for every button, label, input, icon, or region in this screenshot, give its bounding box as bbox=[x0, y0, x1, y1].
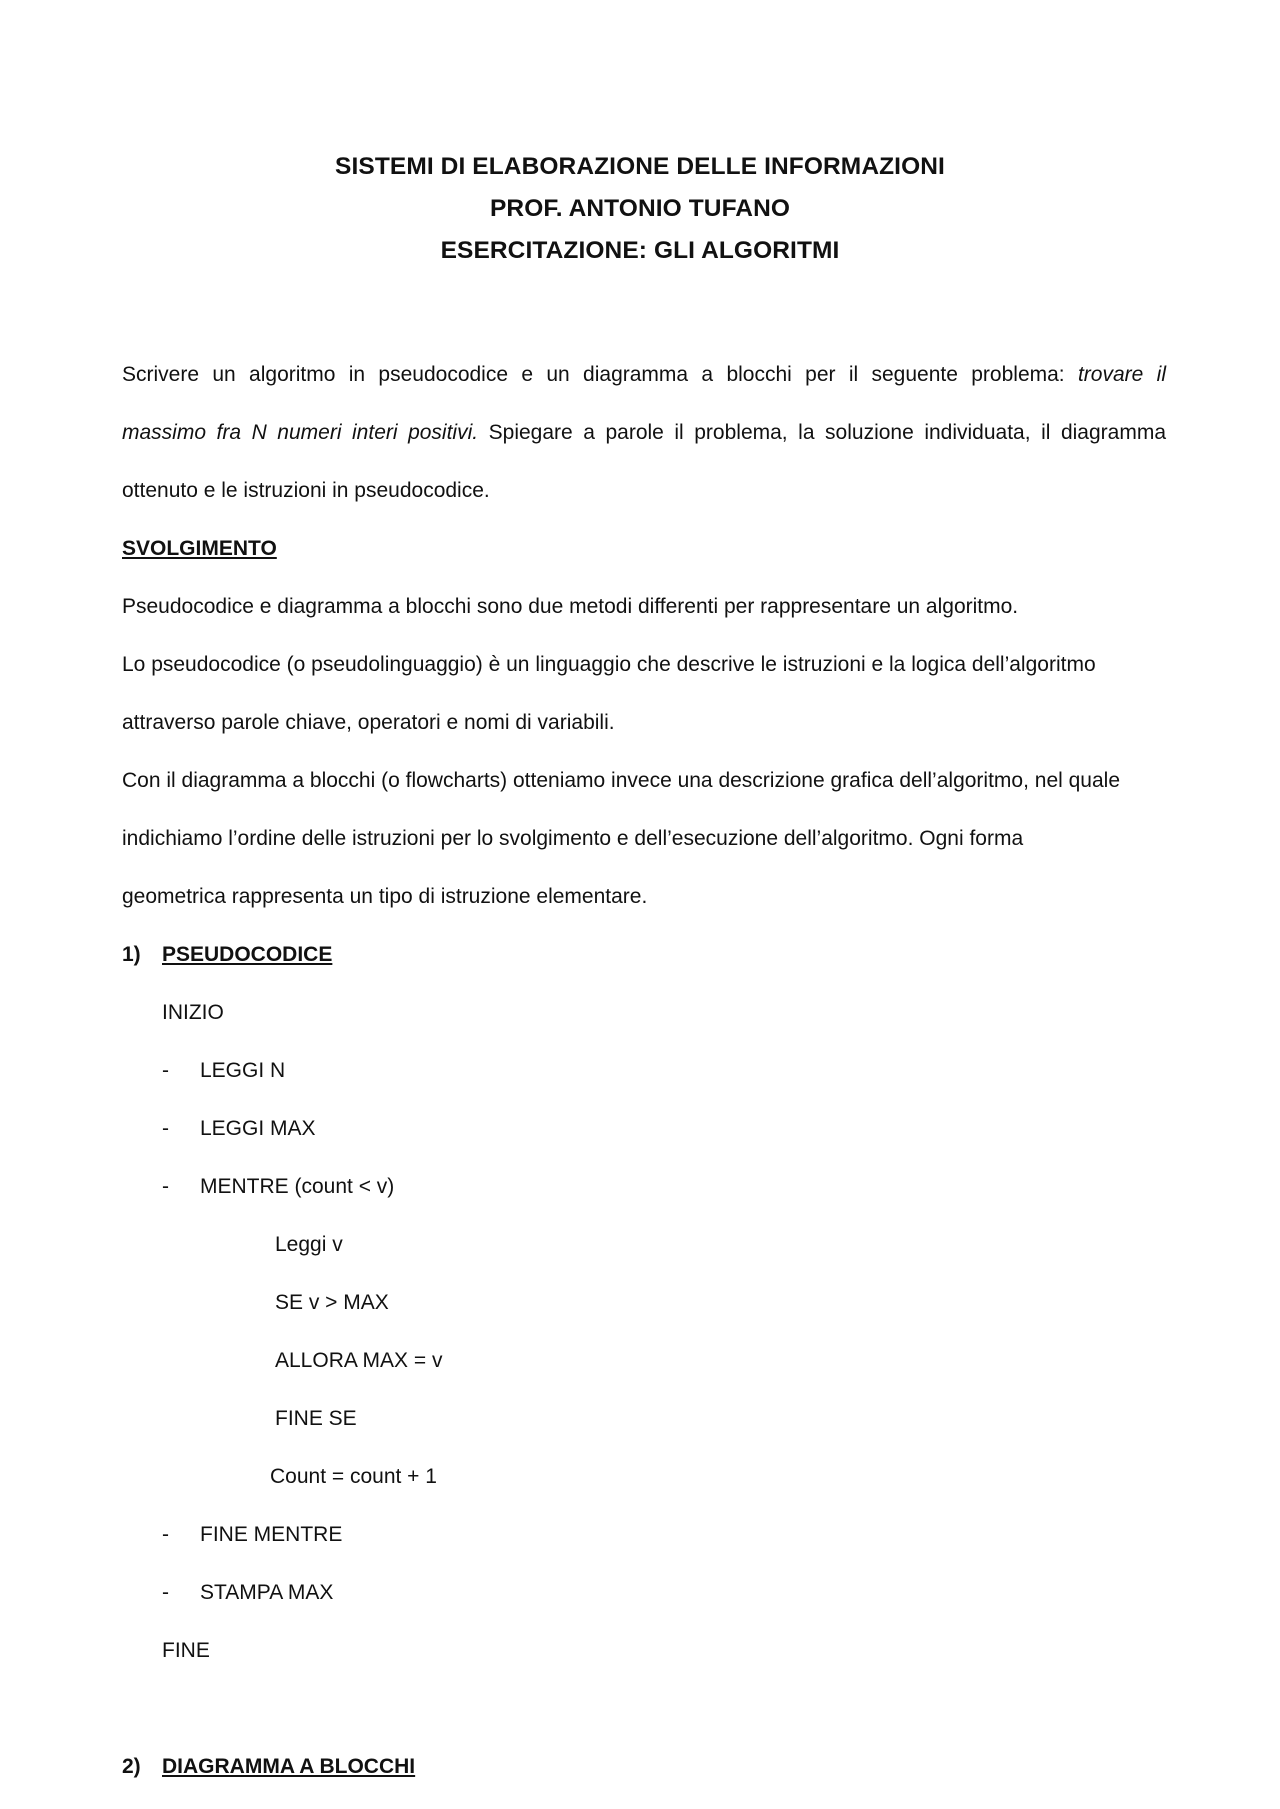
pseudo-text: LEGGI MAX bbox=[200, 1117, 316, 1140]
section-number: 1) bbox=[122, 943, 141, 966]
intro-italic: massimo fra N numeri interi positivi. bbox=[122, 421, 479, 444]
section-number: 2) bbox=[122, 1755, 141, 1778]
intro-italic: trovare il bbox=[1077, 363, 1166, 386]
svolgimento-paragraph-2-line-1: Lo pseudocodice (o pseudolinguaggio) è un linguaggio che descrive le istruzioni e la logica dell’algoritmo bbox=[122, 653, 1096, 676]
bullet-dash: - bbox=[162, 1117, 169, 1140]
pseudo-inizio: INIZIO bbox=[162, 1001, 224, 1024]
pseudo-fine-se: FINE SE bbox=[275, 1407, 357, 1430]
bullet-dash: - bbox=[162, 1175, 169, 1198]
pseudo-text: LEGGI N bbox=[200, 1059, 286, 1082]
section-title: DIAGRAMMA A BLOCCHI bbox=[162, 1755, 416, 1778]
svolgimento-paragraph-1: Pseudocodice e diagramma a blocchi sono due metodi differenti per rappresentare un algoritmo. bbox=[122, 595, 1019, 618]
svolgimento-paragraph-3-line-3: geometrica rappresenta un tipo di istruzione elementare. bbox=[122, 885, 648, 908]
pseudo-leggi-max bbox=[162, 1117, 316, 1141]
pseudo-stampa bbox=[162, 1581, 333, 1605]
section-1-heading bbox=[122, 943, 332, 967]
pseudo-allora: ALLORA MAX = v bbox=[275, 1349, 443, 1372]
intro-text: Spiegare a parole il problema, la soluzione individuata, il diagramma bbox=[488, 421, 1166, 444]
bullet-dash: - bbox=[162, 1581, 169, 1604]
pseudo-leggi-n bbox=[162, 1059, 285, 1083]
intro-line-3: ottenuto e le istruzioni in pseudocodice. bbox=[122, 479, 490, 502]
intro-line-1 bbox=[122, 363, 1166, 387]
svolgimento-heading: SVOLGIMENTO bbox=[122, 537, 277, 560]
pseudo-text: FINE MENTRE bbox=[200, 1523, 343, 1546]
svolgimento-paragraph-3-line-2: indichiamo l’ordine delle istruzioni per lo svolgimento e dell’esecuzione dell’algoritmo. Ogni forma bbox=[122, 827, 1024, 850]
pseudo-leggi-v: Leggi v bbox=[275, 1233, 343, 1256]
svolgimento-paragraph-2-line-2: attraverso parole chiave, operatori e nomi di variabili. bbox=[122, 711, 615, 734]
pseudo-text: STAMPA MAX bbox=[200, 1581, 334, 1604]
pseudo-fine-mentre bbox=[162, 1523, 342, 1547]
pseudo-fine: FINE bbox=[162, 1639, 210, 1662]
intro-line-2 bbox=[122, 421, 1166, 445]
bullet-dash: - bbox=[162, 1059, 169, 1082]
pseudo-count: Count = count + 1 bbox=[270, 1465, 437, 1488]
exercise-title: ESERCITAZIONE: GLI ALGORITMI bbox=[440, 237, 840, 264]
section-2-heading bbox=[122, 1755, 415, 1779]
pseudo-se: SE v > MAX bbox=[275, 1291, 389, 1314]
course-title: SISTEMI DI ELABORAZIONE DELLE INFORMAZIONI bbox=[335, 153, 945, 180]
pseudo-text: MENTRE (count < v) bbox=[200, 1175, 395, 1198]
bullet-dash: - bbox=[162, 1523, 169, 1546]
svolgimento-paragraph-3-line-1: Con il diagramma a blocchi (o flowcharts) otteniamo invece una descrizione grafica dell’algoritmo, nel quale bbox=[122, 769, 1121, 792]
section-title: PSEUDOCODICE bbox=[162, 943, 333, 966]
pseudo-mentre bbox=[162, 1175, 394, 1199]
intro-text: Scrivere un algoritmo in pseudocodice e un diagramma a blocchi per il seguente problema: bbox=[122, 363, 1065, 386]
document-header bbox=[0, 146, 1280, 272]
professor-name: PROF. ANTONIO TUFANO bbox=[489, 195, 791, 222]
